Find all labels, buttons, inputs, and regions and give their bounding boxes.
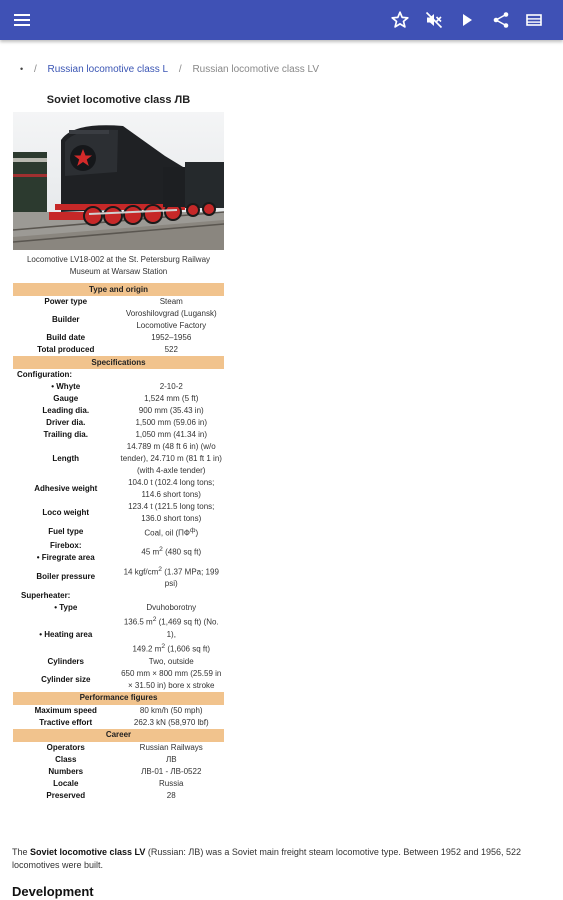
table-row: [13, 332, 224, 344]
row-value: [119, 564, 225, 591]
row-label: Length: [52, 454, 80, 463]
table-row: [13, 501, 224, 525]
infobox-table: [13, 283, 224, 802]
row-label: Driver dia.: [46, 418, 86, 427]
play-icon[interactable]: [457, 10, 477, 30]
row-label: Class: [55, 754, 77, 764]
table-row: [13, 296, 224, 308]
row-label[interactable]: • Whyte: [51, 382, 81, 391]
row-label: Total produced: [37, 345, 95, 354]
intro-bold-term: Soviet locomotive class LV: [30, 847, 146, 857]
table-row: [13, 564, 224, 591]
table-row: [13, 590, 224, 602]
breadcrumb-link-parent[interactable]: Russian locomotive class L: [47, 64, 169, 75]
table-row: [13, 668, 224, 692]
breadcrumb-home[interactable]: •: [20, 64, 24, 74]
row-value: 262.3 kN (58,970 lbf): [133, 717, 209, 727]
row-label: Configuration:: [17, 370, 73, 379]
row-value: [119, 614, 225, 655]
table-row: [13, 778, 224, 790]
locomotive-photo[interactable]: [13, 112, 224, 250]
row-label: Numbers: [48, 766, 84, 776]
row-value-link[interactable]: Voroshilovgrad (Lugansk) Locomotive Factory: [125, 309, 217, 330]
row-label: Superheater:: [21, 591, 71, 601]
row-value: 1952–1956: [151, 333, 192, 342]
infobox-title: Soviet locomotive class ЛВ: [46, 94, 191, 106]
row-label: Adhesive weight: [34, 484, 98, 493]
table-row: [13, 441, 224, 477]
row-value: 1,524 mm (5 ft): [144, 394, 199, 403]
row-label[interactable]: Gauge: [53, 394, 79, 403]
row-label: Cylinder size: [41, 674, 91, 684]
fuel-superscript: ф: [189, 527, 196, 534]
row-label: [13, 540, 119, 564]
table-row: [13, 405, 224, 417]
share-icon[interactable]: [491, 10, 511, 30]
row-value: 522: [164, 345, 178, 354]
heating-value-2-end: (1,606 sq ft): [165, 644, 211, 654]
row-label: Locale: [53, 778, 79, 788]
row-value: 900 mm (35.43 in): [138, 406, 204, 415]
heating-value-1-end: (1,469 sq ft) (No. 1),: [156, 617, 219, 639]
volume-off-icon[interactable]: [424, 10, 444, 30]
row-value: 80 km/h (50 mph): [139, 705, 203, 715]
breadcrumb-separator: /: [178, 64, 182, 75]
table-row: [13, 417, 224, 429]
table-row: [13, 393, 224, 405]
row-value: 1,050 mm (41.34 in): [135, 430, 208, 439]
row-label: Builder: [51, 315, 80, 324]
row-value: Steam: [159, 297, 183, 306]
row-label: Loco weight: [42, 508, 90, 517]
article-intro: [12, 846, 552, 872]
row-value: Two, outside: [148, 656, 194, 666]
firegrate-value-end: (480 sq ft): [162, 547, 202, 557]
row-value: [119, 525, 225, 540]
row-value: Dvuhoborotny: [146, 603, 197, 613]
row-label: • Type: [54, 603, 78, 613]
row-value: [119, 540, 225, 564]
row-label: Cylinders: [47, 656, 84, 666]
table-row: [13, 308, 224, 332]
row-label: Operators: [46, 742, 85, 752]
breadcrumb-current: Russian locomotive class LV: [192, 64, 319, 75]
section-header-performance: Performance figures: [13, 692, 224, 705]
row-label: Build date: [46, 333, 86, 342]
fuel-value-end: ): [195, 528, 199, 538]
row-label: Trailing dia.: [43, 430, 88, 439]
section-header-type-origin: Type and origin: [13, 283, 224, 296]
table-row: [13, 717, 224, 729]
row-label: Leading dia.: [42, 406, 90, 415]
menu-icon[interactable]: [12, 10, 32, 30]
row-label: Preserved: [46, 790, 86, 800]
infobox: [13, 90, 224, 802]
heating-superscript-2: 2: [161, 642, 166, 650]
heating-value-1: 136.5 m: [123, 617, 153, 627]
row-value: 123.4 t (121.5 long tons; 136.0 short tons): [128, 502, 215, 523]
firegrate-label: • Firegrate area: [36, 552, 95, 562]
row-label: Boiler pressure: [36, 571, 96, 581]
row-value: 28: [166, 790, 176, 800]
intro-prefix: The: [12, 847, 31, 857]
firebox-label: Firebox:: [49, 540, 82, 550]
row-value[interactable]: Russian Railways: [139, 742, 203, 752]
star-icon[interactable]: [390, 10, 410, 30]
boiler-value-end: (1.37 MPa; 199 psi): [161, 567, 219, 589]
heating-value-2: 149.2 m: [132, 644, 162, 654]
table-row: [13, 602, 224, 614]
row-value: 2-10-2: [159, 382, 183, 391]
app-toolbar: [0, 0, 563, 40]
table-row: [13, 766, 224, 778]
section-header-specifications: Specifications: [13, 356, 224, 369]
row-label[interactable]: Tractive effort: [39, 717, 93, 727]
row-label: Fuel type: [48, 527, 84, 537]
heating-superscript-1: 2: [152, 616, 157, 624]
section-header: [13, 356, 224, 369]
row-label: Power type: [44, 297, 88, 306]
view-list-icon[interactable]: [524, 10, 544, 30]
table-row: [13, 477, 224, 501]
table-row: [13, 429, 224, 441]
table-row: [13, 754, 224, 766]
firegrate-superscript: 2: [159, 546, 163, 554]
table-row: [13, 705, 224, 717]
breadcrumb: [20, 64, 327, 75]
breadcrumb-separator: /: [33, 64, 37, 75]
row-value: ЛВ: [165, 754, 177, 764]
table-row: [13, 525, 224, 540]
row-label: • Heating area: [39, 629, 93, 639]
table-row: [13, 742, 224, 754]
row-value: 1,500 mm (59.06 in): [135, 418, 208, 427]
section-header-career: Career: [13, 729, 224, 742]
row-value: 650 mm × 800 mm (25.59 in × 31.50 in) bore x stroke: [121, 668, 222, 690]
intro-text: (Russian: ЛВ) was a Soviet main freight steam locomotive type. Between 1952 and 1956, 522 locomotives were built.: [12, 847, 521, 870]
table-row: [13, 540, 224, 564]
table-row: [13, 790, 224, 802]
table-row: [13, 656, 224, 668]
row-value: 14.789 m (48 ft 6 in) (w/o tender), 24.710 m (81 ft 1 in) (with 4-axle tender): [120, 442, 222, 475]
row-label: Maximum speed: [34, 705, 97, 715]
boiler-value: 14 kgf/cm: [123, 567, 159, 577]
table-row: [13, 381, 224, 393]
fuel-value: Coal, oil (ПФ: [144, 528, 190, 538]
table-row: [13, 369, 224, 381]
section-heading-development: Development: [12, 884, 94, 899]
section-header: [13, 692, 224, 705]
row-value: 104.0 t (102.4 long tons; 114.6 short tons): [128, 478, 215, 499]
table-row: [13, 344, 224, 356]
row-value: Russia: [159, 778, 184, 788]
infobox-caption: Locomotive LV18-002 at the St. Petersburg Railway Museum at Warsaw Station: [26, 255, 211, 276]
firegrate-value: 45 m: [141, 547, 160, 557]
section-header: [13, 283, 224, 296]
boiler-superscript: 2: [158, 565, 162, 573]
row-value: ЛВ-01 - ЛВ-0522: [141, 766, 202, 776]
section-header: [13, 729, 224, 742]
table-row: [13, 614, 224, 655]
